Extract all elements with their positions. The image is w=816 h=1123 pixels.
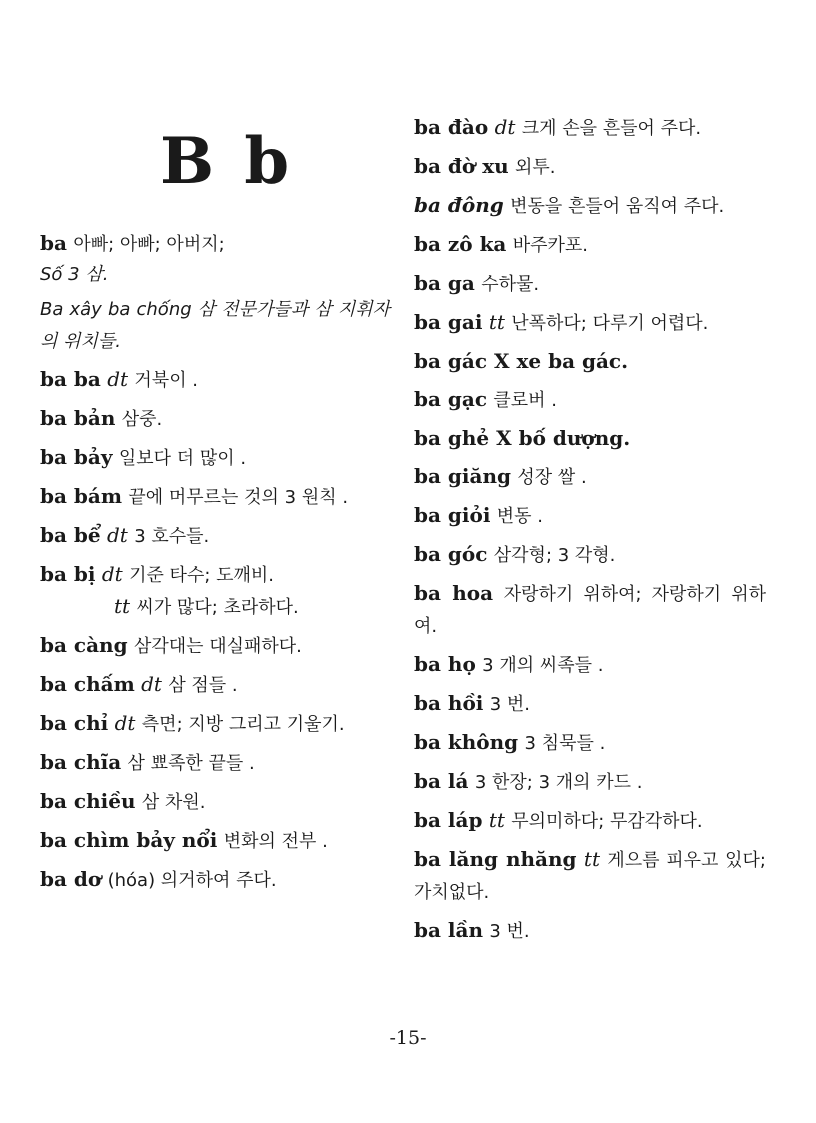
headword: ba bị xyxy=(40,562,96,586)
dictionary-entry xyxy=(40,364,390,396)
definition: 3 침묵들 . xyxy=(524,733,606,754)
definition: 삼 차원. xyxy=(141,792,206,813)
dictionary-entry xyxy=(40,825,390,857)
dictionary-entry xyxy=(414,423,766,454)
headword: ba gạc xyxy=(414,387,488,411)
definition: 씨가 많다; 초라하다. xyxy=(136,597,299,618)
headword: ba hoa xyxy=(414,581,494,605)
dictionary-entry xyxy=(414,727,766,759)
dictionary-entry xyxy=(40,708,390,740)
headword: ba chỉ xyxy=(40,711,109,735)
dictionary-entry xyxy=(414,805,766,837)
dictionary-entry xyxy=(414,688,766,720)
definition: 삼각대는 대실패하다. xyxy=(133,636,302,657)
dictionary-entry xyxy=(414,151,766,183)
dictionary-entry xyxy=(40,747,390,779)
headword: ba lần xyxy=(414,918,484,942)
dictionary-entry xyxy=(414,578,766,642)
part-of-speech: tt xyxy=(488,808,505,832)
definition: 기준 타수; 도깨비. xyxy=(129,565,275,586)
dictionary-entry xyxy=(40,481,390,513)
headword: ba dơ xyxy=(40,867,102,891)
headword: ba zô ka xyxy=(414,232,507,256)
headword: ba đờ xu xyxy=(414,154,509,178)
dictionary-entry xyxy=(40,293,390,357)
headword: ba gác X xe ba gác. xyxy=(414,349,629,373)
definition: 3 호수들. xyxy=(134,526,210,547)
dictionary-entry xyxy=(414,844,766,908)
part-of-speech: tt xyxy=(114,594,131,618)
definition: 3 번. xyxy=(489,921,530,942)
headword: ba bản xyxy=(40,406,116,430)
headword: ba chấm xyxy=(40,672,135,696)
dictionary-entry xyxy=(414,915,766,947)
headword: ba bảy xyxy=(40,445,113,469)
headword: ba đông xyxy=(414,193,504,217)
headword: ba góc xyxy=(414,542,488,566)
definition: 일보다 더 많이 . xyxy=(118,448,247,469)
dictionary-entry xyxy=(40,559,390,591)
definition: 변동 . xyxy=(496,506,544,527)
dictionary-entry xyxy=(40,520,390,552)
headword: ba họ xyxy=(414,652,476,676)
dictionary-entry xyxy=(40,591,390,623)
headword: ba chiều xyxy=(40,789,136,813)
definition: 3 한장; 3 개의 카드 . xyxy=(474,772,643,793)
dictionary-entry xyxy=(40,786,390,818)
definition: 수하물. xyxy=(481,274,540,295)
definition: 클로버 . xyxy=(493,390,557,411)
left-column xyxy=(40,228,390,903)
dictionary-entry xyxy=(40,258,390,290)
dictionary-entry xyxy=(40,228,390,260)
headword: ba chìm bảy nổi xyxy=(40,828,218,852)
definition: 끝에 머무르는 것의 3 원칙 . xyxy=(128,487,349,508)
headword: ba đào xyxy=(414,115,489,139)
dictionary-entry xyxy=(414,384,766,416)
definition: 변동을 흔들어 움직여 주다. xyxy=(510,196,725,217)
page-number: -15- xyxy=(389,1027,427,1049)
definition: (hóa) 의거하여 주다. xyxy=(107,870,277,891)
definition: 크게 손을 흔들어 주다. xyxy=(521,118,702,139)
definition: Số 3 삼. xyxy=(40,264,109,285)
part-of-speech: dt xyxy=(141,672,162,696)
part-of-speech: dt xyxy=(494,115,516,139)
definition: 바주카포. xyxy=(512,235,589,256)
dictionary-entry xyxy=(414,766,766,798)
definition: 아빠; 아빠; 아버지; xyxy=(73,234,225,255)
definition: 측면; 지방 그리고 기울기. xyxy=(141,714,345,735)
dictionary-entry xyxy=(414,229,766,261)
dictionary-entry xyxy=(414,268,766,300)
definition: 삼 점들 . xyxy=(168,675,238,696)
dictionary-entry xyxy=(414,500,766,532)
headword: ba xyxy=(40,231,67,255)
headword: ba lá xyxy=(414,769,469,793)
dictionary-entry xyxy=(414,649,766,681)
headword: ba bám xyxy=(40,484,123,508)
definition: 3 번. xyxy=(489,694,531,715)
headword: ba lăng nhăng xyxy=(414,847,577,871)
dictionary-entry xyxy=(414,461,766,493)
dictionary-entry xyxy=(40,669,390,701)
dictionary-entry xyxy=(40,403,390,435)
definition: 성장 쌀 . xyxy=(517,467,587,488)
dictionary-entry xyxy=(414,112,766,144)
headword: ba giăng xyxy=(414,464,511,488)
definition: 게으름 피우고 있다; 가치없다. xyxy=(414,850,767,903)
definition: 자랑하기 위하여; 자랑하기 위하여. xyxy=(414,584,767,637)
part-of-speech: tt xyxy=(488,310,505,334)
headword: ba gai xyxy=(414,310,483,334)
part-of-speech: dt xyxy=(101,562,123,586)
headword: ba càng xyxy=(40,633,128,657)
headword: ba ghẻ X bố dượng. xyxy=(414,426,631,450)
headword: ba ga xyxy=(414,271,475,295)
headword: ba láp xyxy=(414,808,483,832)
definition: 변화의 전부 . xyxy=(223,831,328,852)
definition: 3 개의 씨족들 . xyxy=(482,655,604,676)
right-column xyxy=(414,112,766,954)
definition: 삼중. xyxy=(121,409,163,430)
dictionary-entry xyxy=(414,190,766,222)
dictionary-entry xyxy=(414,346,766,377)
dictionary-entry xyxy=(414,539,766,571)
definition: 거북이 . xyxy=(134,370,199,391)
dictionary-entry xyxy=(40,442,390,474)
dictionary-entry xyxy=(414,307,766,339)
definition: 삼각형; 3 각형. xyxy=(493,545,616,566)
definition: 외투. xyxy=(515,157,556,178)
headword: ba bể xyxy=(40,523,101,547)
headword: ba ba xyxy=(40,367,101,391)
headword: ba chĩa xyxy=(40,750,122,774)
definition: Ba xây ba chống 삼 전문가들과 삼 지휘자의 위치들. xyxy=(40,299,390,352)
section-letter-heading: B b xyxy=(160,124,294,199)
dictionary-entry xyxy=(40,864,390,896)
headword: ba giỏi xyxy=(414,503,491,527)
part-of-speech: dt xyxy=(106,523,128,547)
part-of-speech: dt xyxy=(107,367,129,391)
definition: 삼 뾰족한 끝들 . xyxy=(127,753,255,774)
headword: ba không xyxy=(414,730,519,754)
dictionary-entry xyxy=(40,630,390,662)
headword: ba hồi xyxy=(414,691,484,715)
part-of-speech: dt xyxy=(114,711,136,735)
definition: 난폭하다; 다루기 어렵다. xyxy=(511,313,709,334)
definition: 무의미하다; 무감각하다. xyxy=(511,811,703,832)
part-of-speech: tt xyxy=(583,847,600,871)
